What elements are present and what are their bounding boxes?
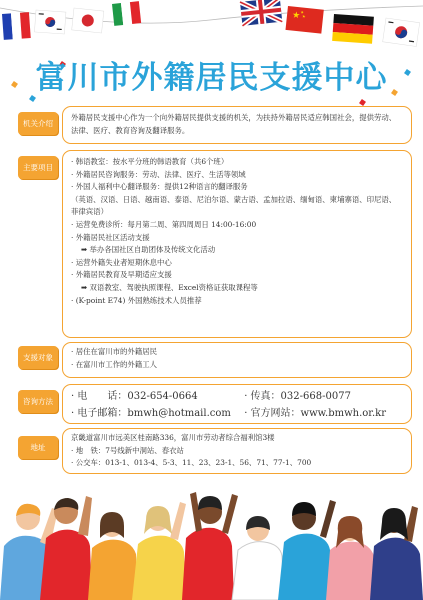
person-figure: [132, 502, 186, 600]
service-line: · 韩语教室：按水平分班的韩语教育（共6个班）: [71, 157, 229, 166]
page-title: 富川市外籍居民支援中心: [35, 60, 388, 96]
service-line: · (K-point E74) 外国熟练技术人员推荐: [71, 295, 202, 305]
flags-banner: [0, 0, 423, 60]
section-label-services: 主要项目: [18, 156, 58, 179]
website-label: · 官方网站：: [244, 408, 301, 419]
email-link[interactable]: bmwh@hotmail.com: [127, 408, 231, 419]
fax-number: 032-668-0077: [280, 391, 351, 402]
fax-label: · 传真：: [244, 391, 281, 402]
intro-box: [62, 106, 412, 144]
section-label-intro: 机关介绍: [18, 112, 58, 135]
address-line: · 地 铁：7号线新中洞站、春衣站: [71, 445, 184, 455]
website-link[interactable]: www.bmwh.or.kr: [300, 408, 387, 419]
phone-label: · 电 话：: [71, 391, 128, 402]
uk-flag-icon: [240, 0, 282, 26]
intro-text: 外籍居民支援中心作为一个向外籍居民提供支援的机关，为扶持外籍居民适应韩国社会，提供劳动、法律、医疗、教育咨询及翻译服务。: [71, 113, 397, 135]
service-line: ➡ 双语教室、驾驶执照课程、Excel资格证获取课程等: [81, 282, 258, 292]
section-services: [12, 150, 412, 338]
section-label-targets: 支援对象: [18, 346, 58, 369]
service-line: · 外籍居民教育及早期适应支援: [71, 270, 172, 280]
services-box: [62, 150, 412, 338]
target-line: · 居住在富川市的外籍居民: [71, 347, 157, 356]
service-line: · 运营外籍失业者短期休息中心: [71, 257, 172, 267]
japan-flag-icon: [72, 8, 104, 33]
service-line: ➡ 举办各国社区自助团体及传统文化活动: [81, 245, 216, 255]
service-line: · 外国人福利中心翻译服务：提供12种语言的翻译服务: [71, 182, 248, 192]
phone-number[interactable]: 032-654-0664: [127, 391, 198, 402]
svg-text:★: ★: [291, 10, 301, 22]
service-line: · 外籍居民社区活动支援: [71, 232, 150, 242]
address-box: [62, 428, 412, 474]
service-line: · 运营免费诊所：每月第二周、第四周周日 14:00-16:00: [71, 219, 257, 229]
person-figure: [40, 496, 92, 600]
address-line: 京畿道富川市远美区桂南路336，富川市劳动者综合福利馆3楼: [71, 433, 275, 442]
service-line: · 外籍居民咨询服务：劳动、法律、医疗、生活等领域: [71, 169, 246, 179]
contact-box: [62, 384, 412, 424]
france-flag-icon: [2, 12, 31, 40]
section-intro: [12, 106, 412, 144]
svg-text:★: ★: [301, 13, 306, 19]
address-line: · 公交车：013-1、013-4、5-3、11、23、23-1、56、71、77-1、700: [71, 458, 312, 468]
email-label: · 电子邮箱：: [71, 408, 128, 419]
people-illustration: [0, 476, 423, 600]
section-label-contact: 咨询方法: [18, 390, 58, 413]
service-line: （英语、汉语、日语、越南语、泰语、尼泊尔语、蒙古语、孟加拉语、缅甸语、柬埔寨语、印尼语、菲律宾语）: [71, 194, 397, 217]
germany-flag-icon: [332, 14, 374, 44]
person-figure: [88, 512, 138, 600]
section-label-address: 地址: [18, 436, 58, 459]
person-figure: [370, 506, 423, 600]
person-figure: [232, 516, 284, 600]
svg-text:★: ★: [300, 9, 305, 15]
confetti-decoration: [359, 99, 366, 106]
section-targets: [12, 342, 412, 378]
person-figure: [182, 492, 238, 600]
china-flag-icon: [285, 6, 323, 34]
target-line: · 在富川市工作的外籍工人: [71, 359, 157, 369]
italy-flag-icon: [112, 1, 141, 26]
korea-flag-icon: [34, 10, 65, 34]
targets-box: [62, 342, 412, 378]
section-address: [12, 428, 412, 474]
section-contact: [12, 384, 412, 424]
korea-flag-icon: [383, 18, 420, 46]
person-figure: [326, 516, 376, 600]
